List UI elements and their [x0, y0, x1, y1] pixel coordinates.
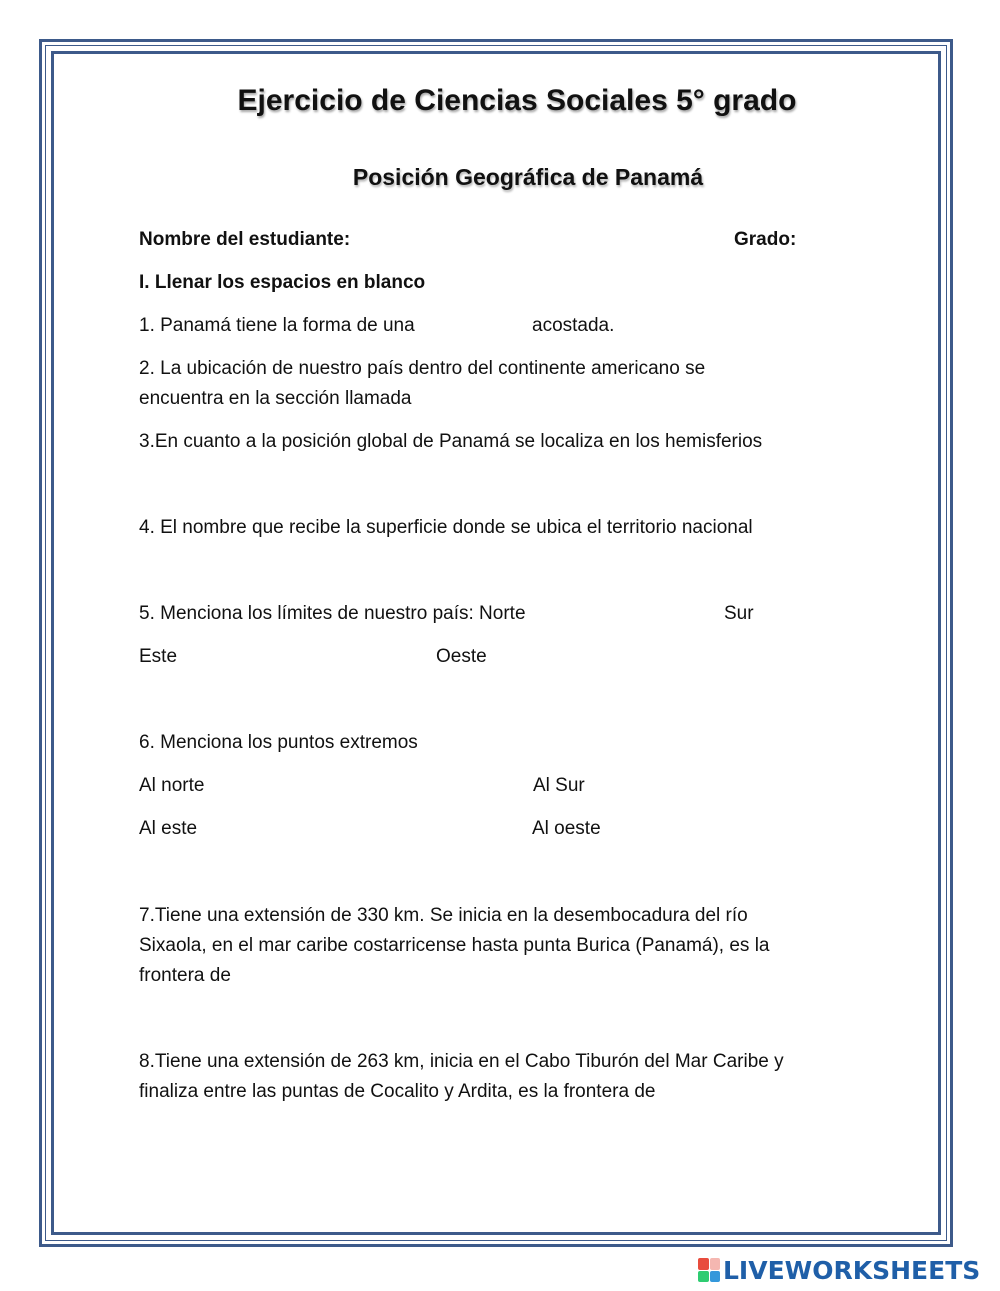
question-8-line1: 8.Tiene una extensión de 263 km, inicia en el Cabo Tiburón del Mar Caribe y — [139, 1051, 784, 1072]
section-heading: I. Llenar los espacios en blanco — [139, 272, 426, 293]
liveworksheets-logo-icon — [698, 1258, 720, 1282]
question-6-norte: Al norte — [139, 775, 205, 796]
liveworksheets-logo-text: LIVEWORKSHEETS — [723, 1255, 981, 1285]
question-1-part1: 1. Panamá tiene la forma de una — [139, 315, 415, 336]
question-2 — [139, 354, 859, 414]
question-8 — [139, 1047, 859, 1107]
question-3: 3.En cuanto a la posición global de Panamá se localiza en los hemisferios — [139, 431, 763, 452]
grade-label: Grado: — [734, 229, 797, 250]
question-2-line1: 2. La ubicación de nuestro país dentro del continente americano se — [139, 358, 706, 379]
question-8-line2: finaliza entre las puntas de Cocalito y Ardita, es la frontera de — [139, 1081, 656, 1102]
student-name-label: Nombre del estudiante: — [139, 229, 351, 250]
question-2-line2: encuentra en la sección llamada — [139, 388, 412, 409]
question-6-intro: 6. Menciona los puntos extremos — [139, 732, 418, 753]
question-6-sur: Al Sur — [533, 775, 585, 796]
question-7-line3: frontera de — [139, 965, 231, 986]
question-6-oeste: Al oeste — [532, 818, 601, 839]
question-7-line1: 7.Tiene una extensión de 330 km. Se inicia en la desembocadura del río — [139, 905, 748, 926]
question-5-oeste: Oeste — [436, 646, 487, 667]
question-5-sur: Sur — [724, 603, 754, 624]
worksheet-subtitle: Posición Geográfica de Panamá — [352, 164, 704, 190]
question-1-part2: acostada. — [532, 315, 615, 336]
question-7-line2: Sixaola, en el mar caribe costarricense hasta punta Burica (Panamá), es la — [139, 935, 770, 956]
question-5-este: Este — [139, 646, 178, 667]
worksheet-title: Ejercicio de Ciencias Sociales 5° grado — [237, 84, 797, 117]
question-5-intro: 5. Menciona los límites de nuestro país: Norte — [139, 603, 526, 624]
question-4: 4. El nombre que recibe la superficie donde se ubica el territorio nacional — [139, 517, 753, 538]
liveworksheets-logo — [698, 1256, 980, 1284]
question-6-este: Al este — [139, 818, 198, 839]
question-7 — [139, 901, 859, 991]
